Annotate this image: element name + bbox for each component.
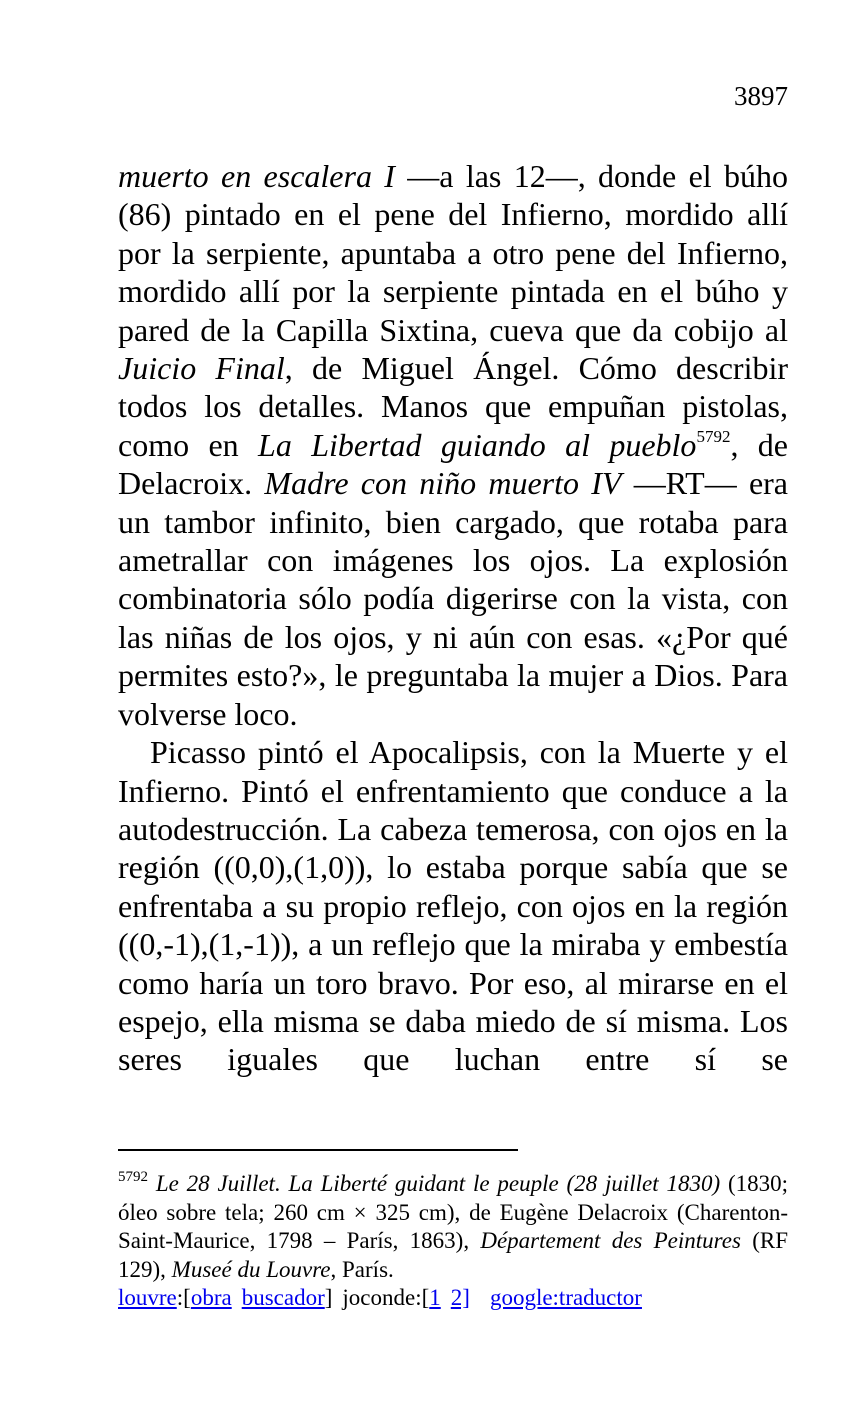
footnote-number: 5792: [118, 1169, 148, 1185]
page-number: 3897: [734, 81, 788, 111]
google-traductor-link[interactable]: google:traductor: [489, 1285, 642, 1311]
text-run: , París.: [330, 1256, 394, 1282]
footnote-artwork-title: Le 28 Juillet. La Liberté guidant le peuple (28 juillet 1830): [155, 1171, 721, 1196]
text-run: , de Miguel Ángel. Cómo describir todos los detalles. Manos que empuñan pistolas, como en: [118, 350, 789, 463]
paragraph-2: Picasso pintó el Apocalipsis, con la Muerte y el Infierno. Pintó el enfrentamiento que conduce a la autodestrucción. La cabeza temerosa, con ojos en la región ((0,0),(1,0)), lo estaba porque sabía que se enfrentaba a su propio reflejo, con ojos en la región ((0,-1),(1,-1)), a un reflejo que la miraba y embestía como haría un toro bravo. Por eso, al mirarse en el espejo, ella misma se daba miedo de sí misma. Los seres iguales que luchan entre sí se: [118, 734, 788, 1078]
obra-link[interactable]: obra: [190, 1285, 232, 1311]
joconde-link-1[interactable]: 1: [429, 1285, 441, 1311]
footnote-museum: Museé du Louvre: [171, 1256, 331, 1282]
louvre-link[interactable]: louvre: [118, 1285, 177, 1311]
artwork-title: Madre con niño muerto IV: [264, 465, 622, 502]
artwork-title: muerto en escalera I: [118, 158, 395, 194]
text-run: , de Delacroix.: [118, 426, 789, 502]
joconde-link-2[interactable]: 2]: [450, 1285, 470, 1311]
text-run: —RT— era un tambor infinito, bien cargado, que rotaba para ametrallar con imágenes los ojos. La explosión combinatoria sólo podía digerirse con la vista, con las niñas de los ojos, y ni aún con esas. «¿Por qué permites esto?», le preguntaba la mujer a Dios. Para volverse loco.: [118, 465, 789, 732]
paragraph-1: [118, 157, 788, 733]
footnote-divider: [118, 1149, 518, 1151]
text-run: —a las 12—, donde el búho (86) pintado en el pene del Infierno, mordido allí por la serpiente, apuntaba a otro pene del Infierno, mordido allí por la serpiente pintada en el búho y pared de la Capilla Sixtina, cueva que da cobijo al: [118, 158, 789, 348]
artwork-title: Juicio Final: [118, 350, 285, 387]
text-run: (RF 129),: [118, 1228, 788, 1282]
text-run: (1830; óleo sobre tela; 260 cm × 325 cm), de Eugène Delacroix (Charenton-Saint-Maurice, 1798 – París, 1863),: [118, 1171, 789, 1254]
footnote-department: Département des Peintures: [480, 1228, 741, 1254]
footnote-text: [118, 1170, 788, 1284]
main-text: [118, 157, 788, 1079]
joconde-label: joconde:[: [342, 1285, 430, 1311]
footnote-links: [118, 1284, 788, 1313]
artwork-title: La Libertad guiando al pueblo: [258, 426, 697, 463]
buscador-link[interactable]: buscador: [241, 1285, 325, 1311]
footnote-reference: 5792: [696, 426, 731, 446]
link-separator: ]: [324, 1285, 333, 1311]
link-separator: :[: [176, 1285, 191, 1311]
footnote: [118, 1170, 788, 1313]
